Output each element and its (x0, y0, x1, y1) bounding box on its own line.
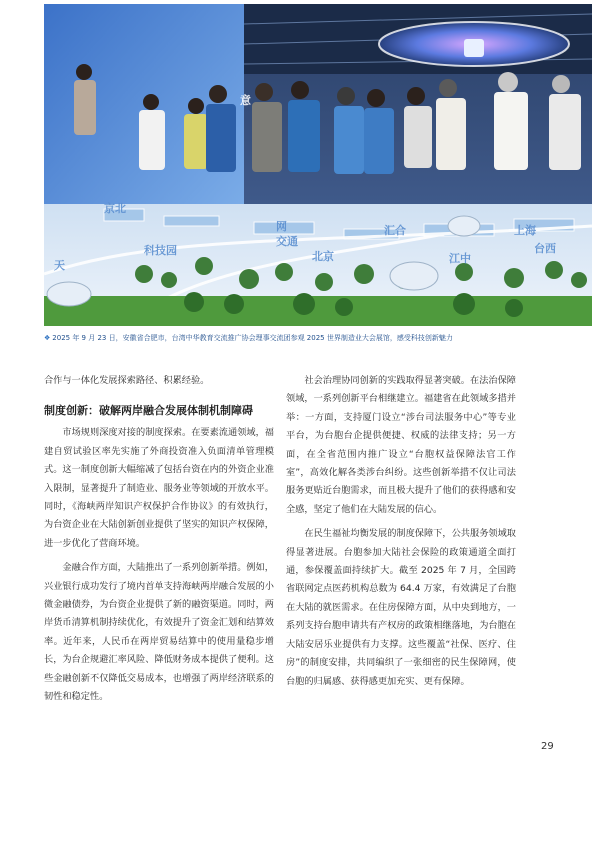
caption-text: 2025 年 9 月 23 日，安徽省合肥市，台湾中华教育交流推广协会理事交流团参观 2025 世界制造业大会展馆，感受科技创新魅力 (52, 334, 453, 342)
photo-sign-10: 科技园 (144, 244, 177, 257)
paragraph-market-rules: 市场规则深度对接的制度探索。在要素流通领域，福建自贸试验区率先实施了外商投资准入负面清单管理模式。这一制度创新大幅缩减了包括台资在内的外资企业准入限制，显著提升了制造业、服务业等领域的开放水平。同时，《海峡两岸知识产权保护合作协议》的有效执行，为台资企业在大陆创新创业提供了坚实的知识产权保障，进一步优化了营商环境。 (44, 427, 274, 549)
photo-sign-3: 交通 (276, 235, 298, 248)
right-column (286, 372, 516, 691)
caption-mark-icon: ❖ (44, 334, 51, 342)
page-number: 29 (541, 741, 554, 752)
photo-sign-4: 汇合 (384, 224, 406, 237)
photo-sign-11: 意 (240, 94, 251, 107)
left-column (44, 372, 274, 707)
photo-sign-6: 上海 (514, 224, 536, 237)
photo-sign-5: 北京 (312, 250, 334, 263)
paragraph-livelihood: 在民生福祉均衡发展的制度保障下，公共服务领域取得显著进展。台胞参加大陆社会保险的政策通道全面打通，参保覆盖面持续扩大。截至 2025 年 7 月，全国跨省联网定点医药机构总数为 64.4 万家，有效满足了台胞在大陆的就医需求。在住房保障方面，从中央到地方，一系列支持台胞申请共有产权房的政策相继落地，为台胞在大陆安居乐业提供有力支撑。这些覆盖“社保、医疗、住房”的制度安排，共同编织了一张细密的民生保障网，使台胞的归属感、获得感更加充实、更有保障。 (286, 528, 516, 687)
photo-sign-2: 网 (276, 220, 287, 233)
section-heading: 制度创新：破解两岸融合发展体制机制障碍 (44, 404, 253, 418)
photo-sign-1: 京北 (104, 202, 126, 215)
photo-sign-9: 台西 (534, 242, 556, 255)
exhibition-photo (44, 4, 592, 326)
photo-sign-8: 天 (54, 259, 65, 272)
intro-line: 合作与一体化发展探索路径、积累经验。 (44, 375, 210, 386)
photo-sign-7: 江中 (449, 252, 471, 265)
paragraph-finance: 金融合作方面，大陆推出了一系列创新举措。例如，兴业银行成功发行了境内首单支持海峡两岸融合发展的小微金融债券，为台资企业提供了新的融资渠道。同时，两岸货币清算机制持续优化，有效提升了资金汇划和结算效率。近年来，人民币在两岸贸易结算中的使用量稳步增长，为台企规避汇率风险、降低财务成本提供了便利。这些金融创新不仅降低交易成本，也增强了两岸经济联系的韧性和稳定性。 (44, 562, 274, 703)
photo-caption (44, 333, 584, 343)
paragraph-social-governance: 社会治理协同创新的实践取得显著突破。在法治保障领域，一系列创新平台相继建立。福建省在此领域多措并举：一方面，支持厦门设立“涉台司法服务中心”等专业平台，为台胞台企提供便捷、权威的法律支持；另一方面，在全省范围内推广设立“台胞权益保障法官工作室”，高效化解各类涉台纠纷。这些创新举措不仅让司法服务更贴近台胞需求，而且极大提升了他们的获得感和安全感，坚定了他们在大陆发展的信心。 (286, 375, 516, 515)
